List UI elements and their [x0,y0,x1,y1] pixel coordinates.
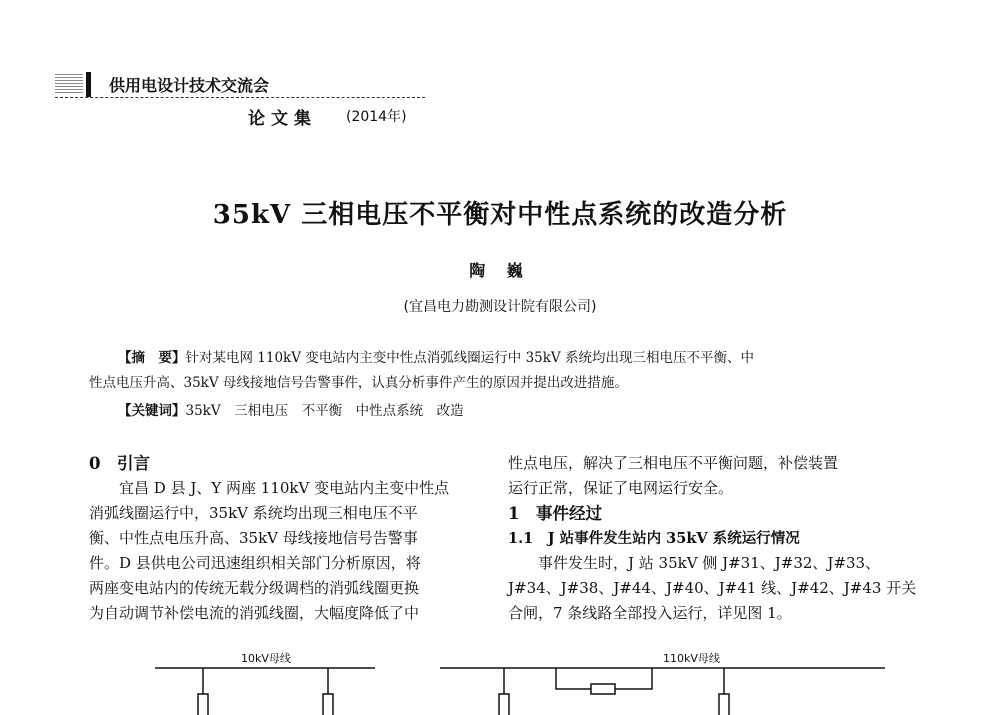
abstract-line-2: 性点电压升高、35kV 母线接地信号告警事件，认真分析事件产生的原因并提出改进措施。 [89,375,628,391]
paper-title: 35kV 三相电压不平衡对中性点系统的改造分析 [212,200,788,230]
body-line: 为自动调节补偿电流的消弧线圈，大幅度降低了中 [89,604,420,622]
abstract-text-1: 针对某电网 110kV 变电站内主变中性点消弧线圈运行中 35kV 系统均出现三相电压不平衡、中 [185,350,754,366]
figure-left-bus-label: 10kV母线 [241,652,291,665]
body-line: 性点电压，解决了三相电压不平衡问题，补偿装置 [508,454,839,472]
paper-affiliation: (宜昌电力勘测设计院有限公司) [403,299,597,315]
body-line: 事件发生时，J 站 35kV 侧 J#31、J#32、J#33、 [538,554,881,572]
body-line: 衡、中性点电压升高、35kV 母线接地信号告警事 [89,529,418,547]
coupler-breaker [591,684,615,694]
header-decoration-bar [86,72,91,97]
body-line: 两座变电站内的传统无载分级调档的消弧线圈更换 [89,579,420,597]
header-rule [55,97,425,98]
right-column [508,451,916,626]
keywords-line [118,399,464,419]
body-line: 合闸，7 条线路全部投入运行，详见图 1。 [508,604,792,622]
subsection-heading: 1.1 J 站事件发生站内 35kV 系统运行情况 [508,530,800,547]
left-column [89,451,449,626]
keywords-text: 35kV 三相电压 不平衡 中性点系统 改造 [185,403,464,419]
figure-right-bus-label: 110kV母线 [663,652,720,665]
paper-author: 陶 巍 [469,261,531,280]
header-year: (2014年) [346,109,407,125]
keywords-label: 【关键词】 [118,403,186,419]
abstract-line-1 [118,346,754,366]
figure-circuit-diagram [0,660,1000,715]
body-line: 宜昌 D 县 J、Y 两座 110kV 变电站内主变中性点 [119,479,450,497]
coupler-right-leg [615,668,652,689]
header-collection-title: 论文集 [248,109,317,129]
body-line: 件。D 县供电公司迅速组织相关部门分析原因，将 [89,554,421,572]
coupler-left-leg [556,668,591,689]
section-heading-events: 1 事件经过 [508,504,602,523]
abstract-label: 【摘 要】 [118,350,186,366]
header-decoration-stripes [55,74,83,94]
header-series-title: 供用电设计技术交流会 [109,76,270,95]
body-line: 运行正常，保证了电网运行安全。 [508,479,734,497]
section-heading-intro: 0 引言 [89,454,150,473]
body-line: J#34、J#38、J#44、J#40、J#41 线、J#42、J#43 开关 [508,579,917,597]
body-line: 消弧线圈运行中，35kV 系统均出现三相电压不平 [89,504,418,522]
